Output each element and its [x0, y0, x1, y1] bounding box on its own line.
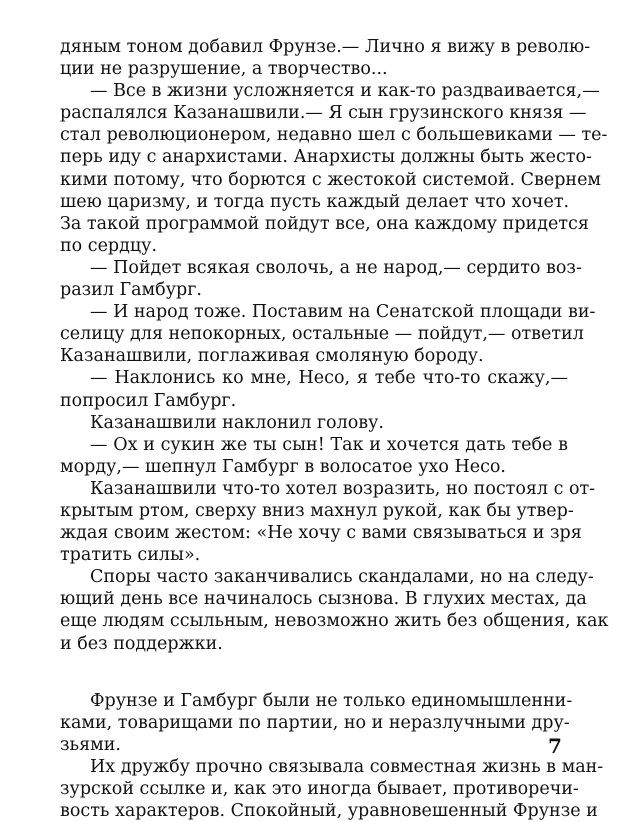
- text-line: — Наклонись ко мне, Несо, я тебе что-то скажу,—: [90, 368, 568, 389]
- text-line: попросил Гамбург.: [60, 390, 237, 411]
- text-line: еще людям ссыльным, невозможно жить без общения, как: [60, 611, 609, 632]
- text-line: шею царизму, и тогда пусть каждый делает что хочет.: [60, 191, 570, 212]
- text-line: ющий день все начиналось сызнова. В глухих местах, да: [60, 589, 587, 610]
- text-line: ции не разрушение, а творчество...: [60, 59, 388, 80]
- text-line: — Ох и сукин же ты сын! Так и хочется дать тебе в: [90, 434, 568, 455]
- text-line: селицу для непокорных, остальные — пойдут,— ответил: [60, 324, 584, 345]
- text-line: вость характеров. Спокойный, уравновешенный Фрунзе и: [60, 801, 598, 822]
- text-line: Споры часто заканчивались скандалами, но на следу-: [90, 567, 594, 588]
- text-line: зурской ссылке и, как это иногда бывает, противоречи-: [60, 779, 579, 799]
- text-line: тратить силы».: [60, 545, 201, 566]
- text-line: дяным тоном добавил Фрунзе.— Лично я вижу в револю-: [60, 37, 591, 57]
- text-line: стал революционером, недавно шел с большевиками — те-: [60, 125, 608, 146]
- page-body: [60, 36, 609, 822]
- text-line: морду,— шепнул Гамбург в волосатое ухо Несо.: [60, 456, 506, 477]
- text-line: — Все в жизни усложняется и как-то раздваивается,—: [90, 81, 600, 102]
- text-line: ками, товарищами по партии, но и неразлучными дру-: [60, 712, 570, 733]
- text-line: и без поддержки.: [60, 633, 223, 654]
- text-line: кими потому, что борются с жестокой системой. Свернем: [60, 169, 602, 190]
- text-line: За такой программой пойдут все, она каждому придется: [60, 213, 589, 234]
- text-line: Их дружбу прочно связывала совместная жизнь в ман-: [90, 756, 604, 777]
- page-number: 7: [548, 734, 562, 758]
- text-line: — И народ тоже. Поставим на Сенатской площади ви-: [90, 302, 596, 323]
- text-line: по сердцу.: [60, 235, 158, 256]
- text-line: — Пойдет всякая сволочь, а не народ,— сердито воз-: [90, 257, 582, 278]
- section-break: [60, 655, 568, 690]
- text-line: Казанашвили наклонил голову.: [90, 412, 384, 433]
- text-line: Фрунзе и Гамбург были не только единомышленни-: [90, 690, 573, 711]
- text-line: крытым ртом, сверху вниз махнул рукой, как бы утвер-: [60, 500, 574, 521]
- text-line: перь иду с анархистами. Анархисты должны быть жесто-: [60, 147, 592, 168]
- text-line: распалялся Казанашвили.— Я сын грузинского князя —: [60, 103, 587, 124]
- text-line: ждая своим жестом: «Не хочу с вами связываться и зря: [60, 523, 582, 544]
- text-line: Казанашвили что-то хотел возразить, но постоял с от-: [90, 478, 596, 499]
- text-line: разил Гамбург.: [60, 280, 202, 301]
- text-line: Казанашвили, поглаживая смоляную бороду.: [60, 346, 484, 367]
- text-line: зьями.: [60, 734, 121, 755]
